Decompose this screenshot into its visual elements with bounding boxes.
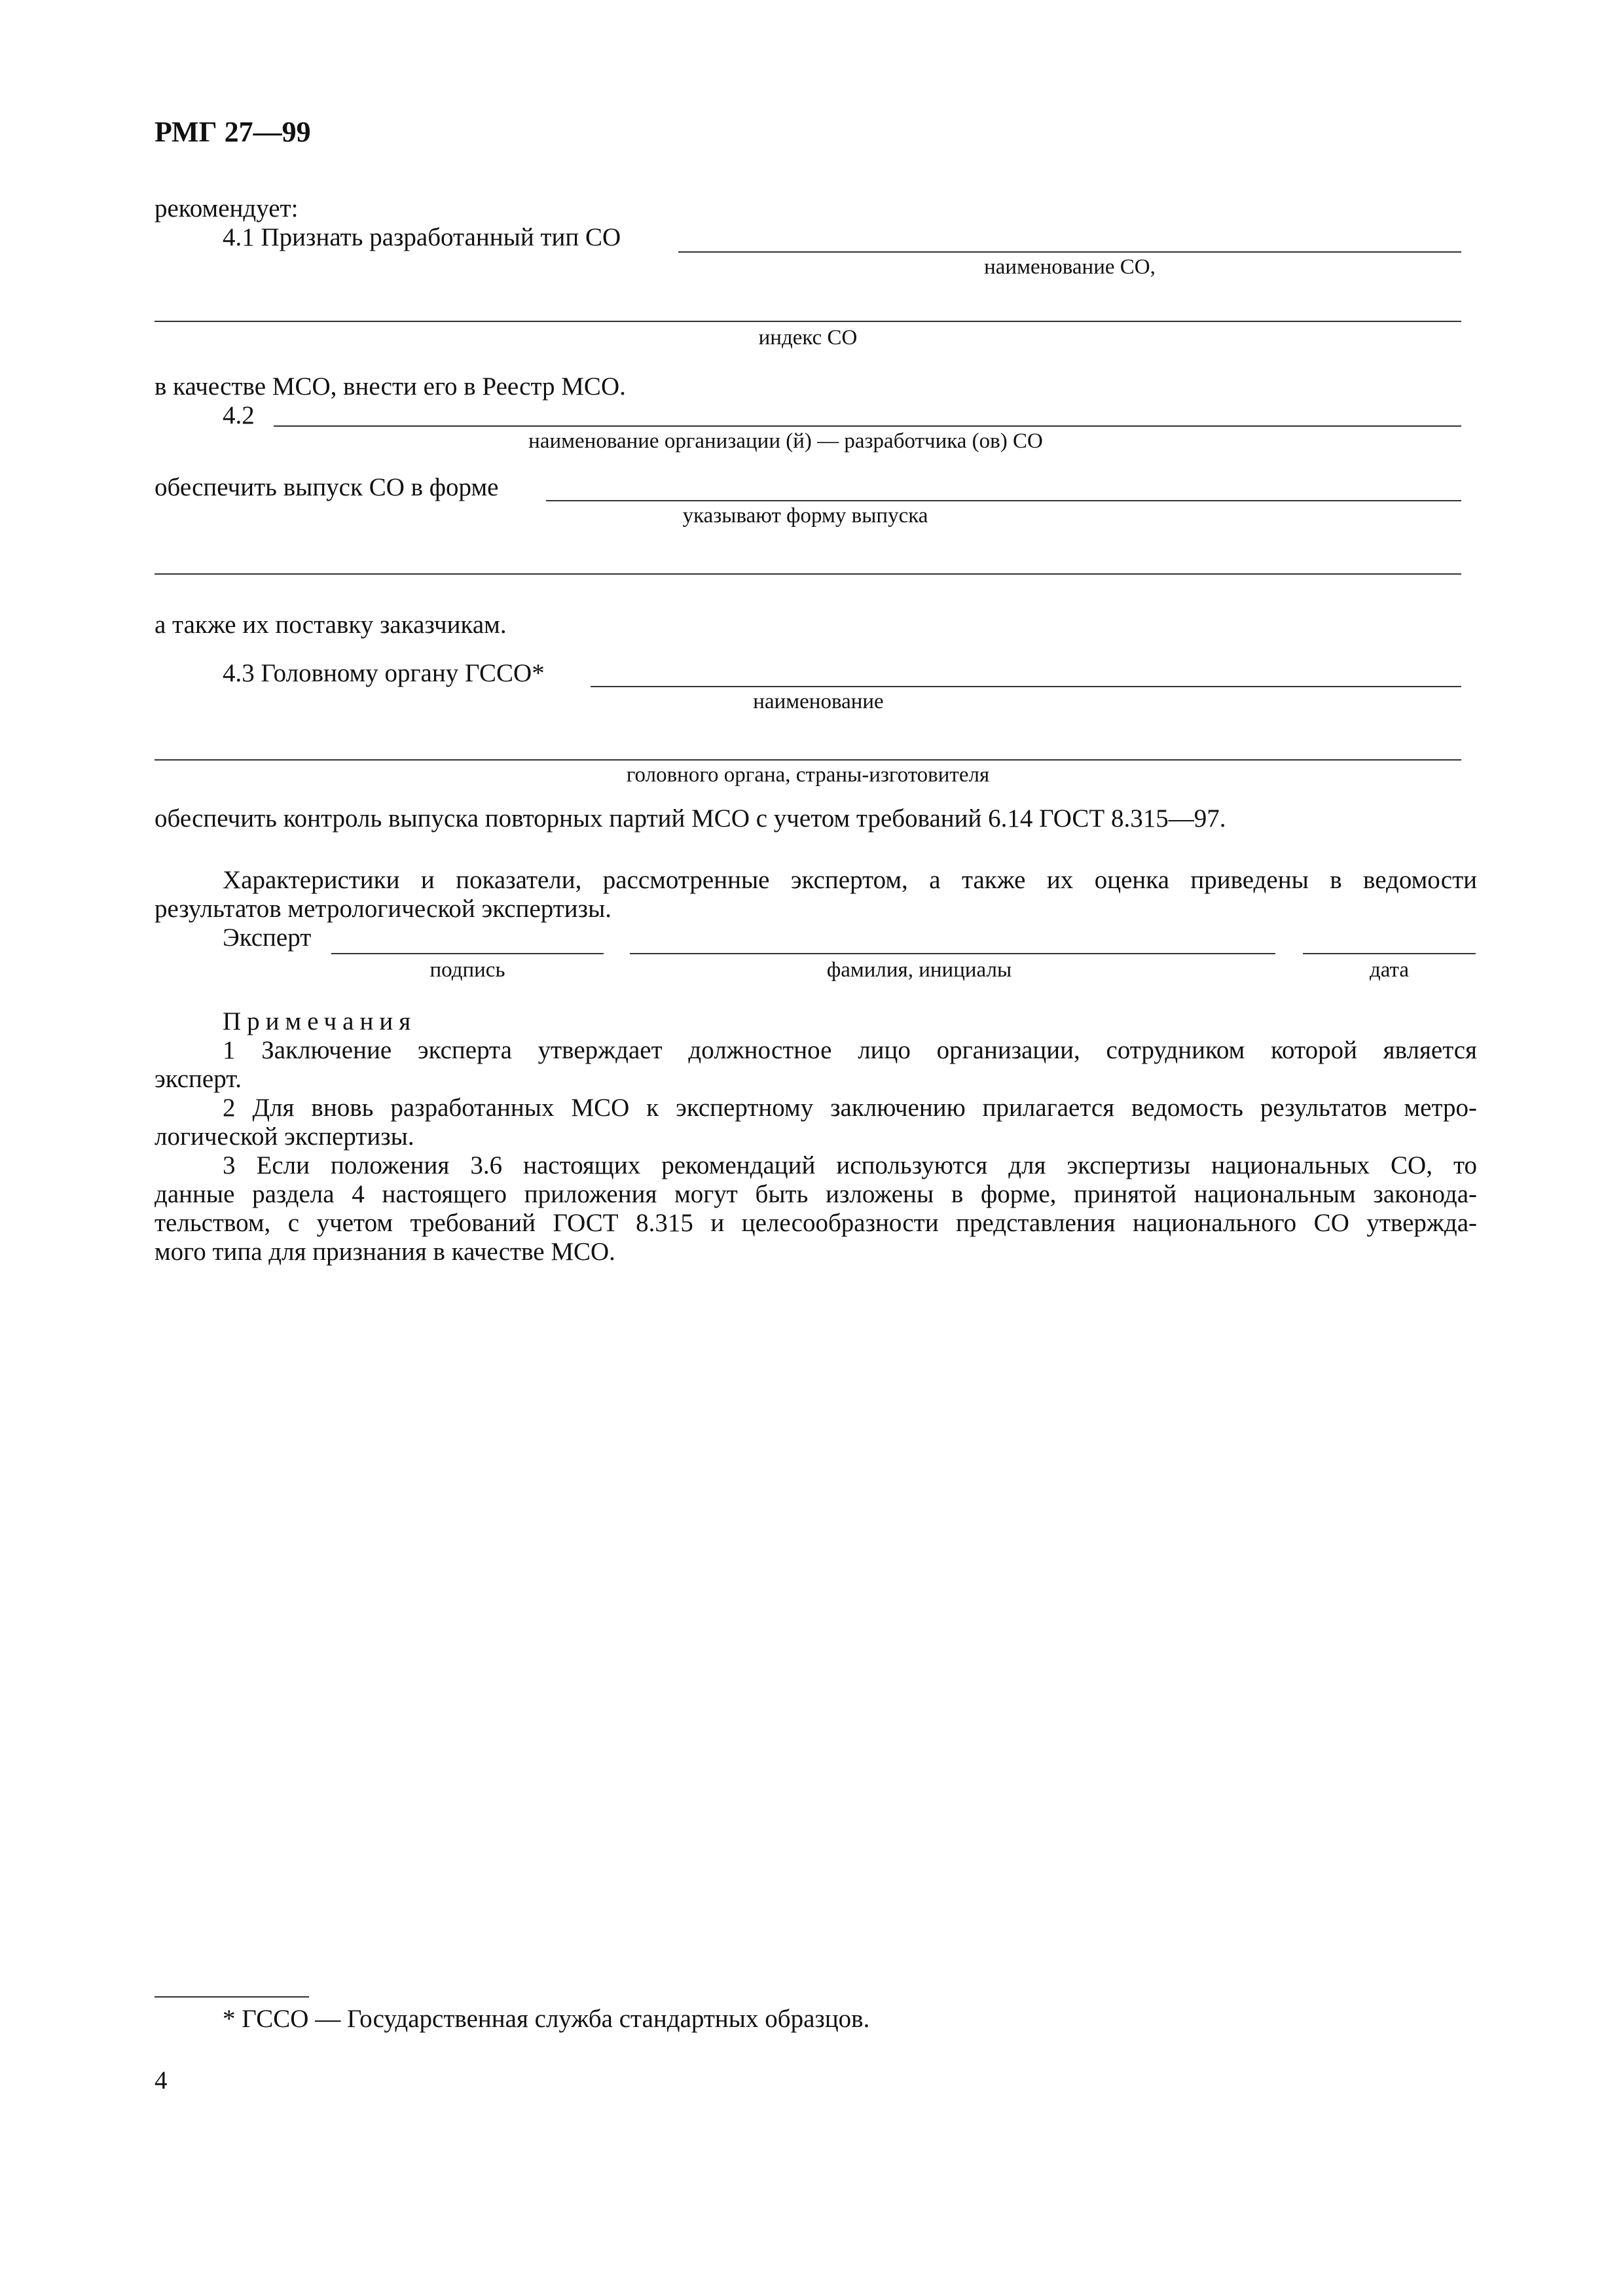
document-code: РМГ 27—99 [155, 116, 311, 148]
footnote-text: * ГССО — Государственная служба стандартных образцов. [223, 2005, 870, 2033]
note-3-line-1: 3 Если положения 3.6 настоящих рекомендаций используются для экспертизы национальных СО, то [223, 1151, 1477, 1179]
caption-gsso-organ: головного органа, страны-изготовителя [626, 763, 990, 787]
notes-title: Примечания [223, 1007, 417, 1035]
note-3-line-2: данные раздела 4 настоящего приложения могут быть изложены в форме, принятой национальным законода- [155, 1180, 1477, 1208]
item-4-1-label: 4.1 Признать разработанный тип СО [223, 223, 621, 251]
fill-line-co-name [678, 251, 1461, 253]
fill-line-date [1303, 953, 1476, 954]
control-text: обеспечить контроль выпуска повторных партий МСО с учетом требований 6.14 ГОСТ 8.315—97. [155, 804, 1226, 833]
page-number: 4 [155, 2066, 168, 2094]
fill-line-co-index [155, 321, 1461, 322]
characteristics-line-2: результатов метрологической экспертизы. [155, 895, 612, 923]
item-4-1-tail: в качестве МСО, внести его в Реестр МСО. [155, 372, 626, 401]
note-1-line-1: 1 Заключение эксперта утверждает должностное лицо организации, сотрудником которой является [223, 1036, 1477, 1064]
caption-supply-form: указывают форму выпуска [682, 504, 928, 528]
caption-gsso-name: наименование [753, 690, 884, 713]
characteristics-line-1: Характеристики и показатели, рассмотренные экспертом, а также их оценка приведены в ведомости [223, 866, 1477, 894]
supply-label: обеспечить выпуск СО в форме [155, 473, 499, 501]
footnote-separator [155, 1996, 309, 1998]
fill-line-gsso-organ [155, 759, 1461, 761]
fill-line-supply-form-2 [155, 573, 1461, 575]
note-1-line-2: эксперт. [155, 1065, 242, 1093]
fill-line-supply-form [546, 500, 1461, 501]
caption-co-index: индекс СО [758, 326, 858, 350]
recommends-text: рекомендует: [155, 194, 299, 223]
note-3-line-3: тельством, с учетом требований ГОСТ 8.315 и целесообразности представления национального СО утвержда- [155, 1209, 1477, 1237]
caption-co-name: наименование СО, [984, 255, 1156, 279]
expert-label: Эксперт [223, 924, 312, 952]
item-4-3-label: 4.3 Головному органу ГССО* [223, 659, 545, 687]
item-4-2-label: 4.2 [223, 401, 255, 429]
fill-line-gsso-name [591, 686, 1461, 687]
delivery-text: а также их поставку заказчикам. [155, 611, 507, 639]
caption-org-name: наименование организации (й) — разработчика (ов) СО [528, 429, 1043, 453]
caption-date: дата [1369, 958, 1410, 982]
caption-full-name: фамилия, инициалы [826, 958, 1012, 982]
note-3-line-4: мого типа для признания в качестве МСО. [155, 1238, 615, 1266]
fill-line-signature [331, 953, 604, 954]
fill-line-org-name [274, 425, 1461, 427]
note-2-line-1: 2 Для вновь разработанных МСО к экспертному заключению прилагается ведомость результатов метро- [223, 1094, 1477, 1122]
caption-signature: подпись [429, 958, 505, 982]
fill-line-full-name [630, 953, 1275, 954]
note-2-line-2: логической экспертизы. [155, 1122, 414, 1151]
